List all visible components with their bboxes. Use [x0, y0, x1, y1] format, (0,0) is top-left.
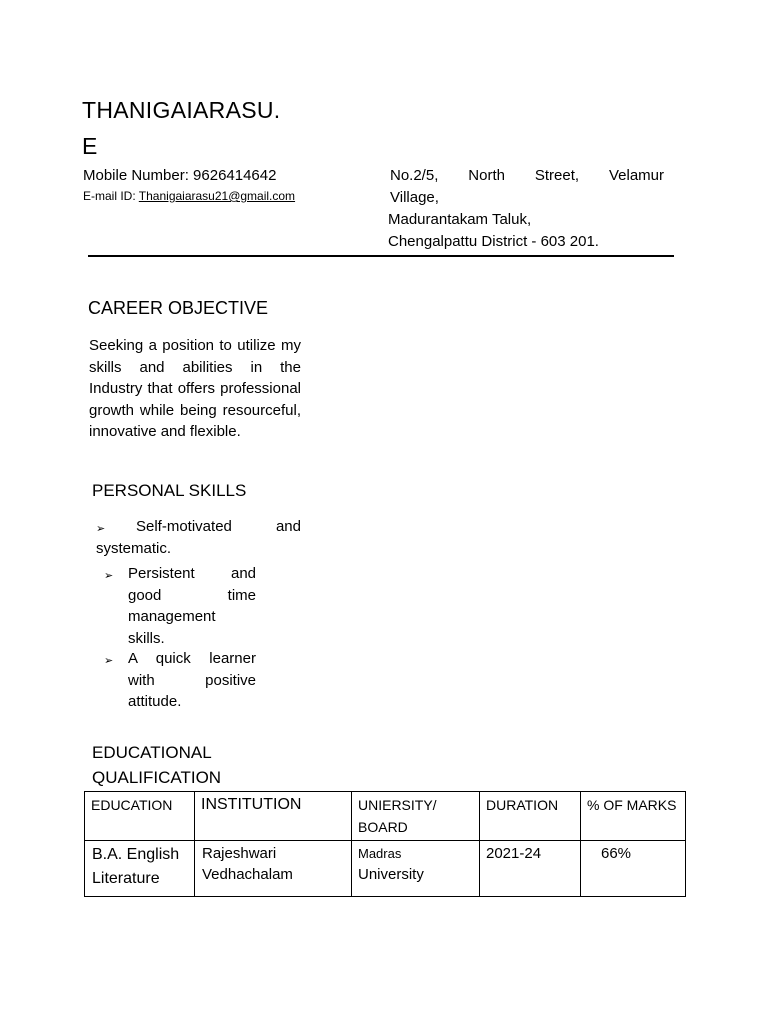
- cell-institution: Rajeshwari Vedhachalam: [195, 841, 352, 897]
- email-line: [83, 187, 295, 205]
- skill-text: Persistent and good time management skills.: [128, 565, 256, 647]
- address-block: [390, 165, 664, 253]
- skill-item: [96, 516, 301, 559]
- email-link[interactable]: Thanigaiarasu21@gmail.com: [138, 189, 296, 203]
- cell-marks: 66%: [581, 841, 686, 897]
- skill-item: [96, 563, 256, 649]
- column-header-duration: DURATION: [480, 792, 581, 841]
- address-line-4: Chengalpattu District - 603 201.: [388, 233, 599, 250]
- cell-board: [352, 841, 480, 897]
- address-line-1: No.2/5, North Street, Velamur: [390, 167, 664, 184]
- header-divider: [88, 255, 674, 257]
- address-line-3: Madurantakam Taluk,: [388, 211, 532, 228]
- arrow-bullet-icon: ➢: [104, 570, 114, 582]
- career-objective-text: Seeking a position to utilize my skills and abilities in the Industry that offers professional growth while being resourceful, innovative and flexible.: [89, 337, 301, 440]
- career-objective-heading: CAREER OBJECTIVE: [88, 298, 269, 318]
- personal-skills-heading: PERSONAL SKILLS: [92, 481, 247, 500]
- arrow-bullet-icon: ➢: [96, 523, 106, 535]
- skill-text: Self-motivated and systematic.: [96, 518, 301, 557]
- column-header-marks: % OF MARKS: [581, 792, 686, 841]
- skill-item: [96, 648, 256, 713]
- column-header-institution: INSTITUTION: [195, 792, 352, 841]
- skill-text: A quick learner with positive attitude.: [128, 650, 256, 710]
- name-line-2: E: [82, 133, 98, 159]
- column-header-education: EDUCATION: [85, 792, 195, 841]
- educational-qualification-heading: EDUCATIONAL QUALIFICATION: [92, 743, 222, 787]
- cell-education: B.A. English Literature: [85, 841, 195, 897]
- education-table: [84, 791, 686, 897]
- mobile-number: Mobile Number: 9626414642: [83, 167, 277, 184]
- name-line-1: THANIGAIARASU.: [82, 97, 281, 123]
- board-line-2: University: [358, 866, 424, 883]
- arrow-bullet-icon: ➢: [104, 655, 114, 667]
- column-header-board: UNIERSITY/ BOARD: [352, 792, 480, 841]
- candidate-name: [82, 92, 312, 164]
- address-line-2: Village,: [390, 189, 439, 206]
- email-label: E-mail ID:: [83, 189, 139, 203]
- board-line-1: Madras: [358, 846, 402, 861]
- cell-duration: 2021-24: [480, 841, 581, 897]
- table-row: [85, 841, 686, 897]
- table-header-row: [85, 792, 686, 841]
